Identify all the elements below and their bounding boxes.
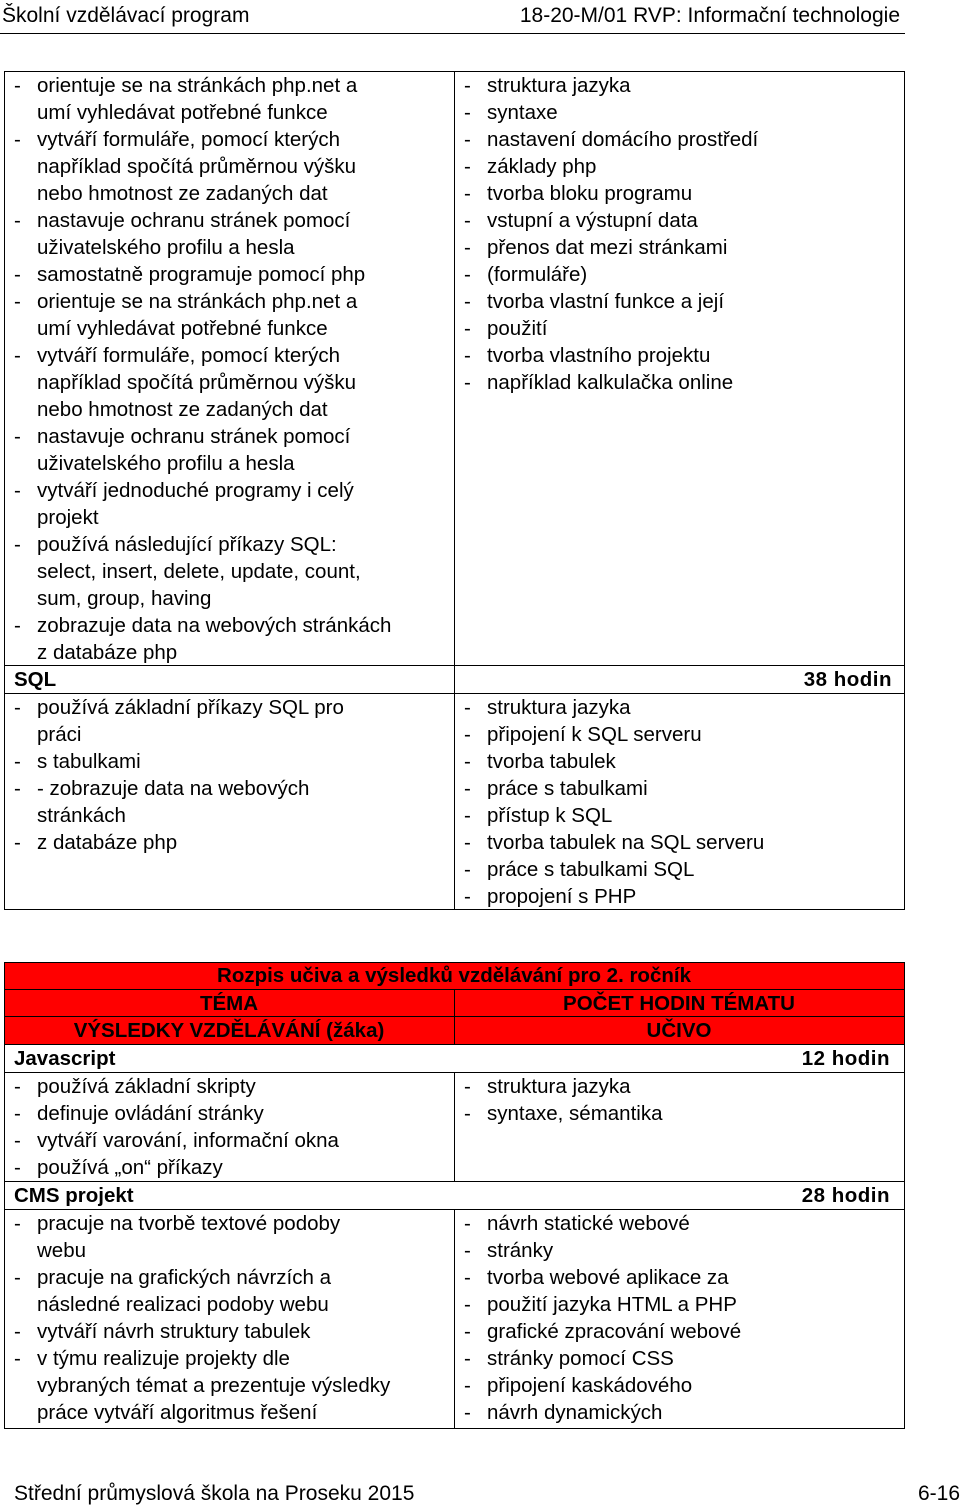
footer-page-number: 6-16 [917, 1482, 960, 1505]
php-result-line [14, 423, 454, 450]
list-dash: - [14, 1102, 21, 1125]
cms-content-line-text: návrh statické webové [487, 1212, 690, 1235]
list-dash: - [464, 1293, 471, 1316]
sql-result-line [14, 748, 454, 775]
javascript-content-line-text: struktura jazyka [487, 1075, 631, 1098]
php-result-line-text: zobrazuje data na webových stránkách [37, 614, 392, 637]
list-dash: - [464, 236, 471, 259]
php-result-line [14, 261, 454, 288]
php-content-line-text: nastavení domácího prostředí [487, 128, 759, 151]
list-dash: - [464, 1075, 471, 1098]
php-result-line [14, 234, 454, 261]
cms-content-line-text: stránky pomocí CSS [487, 1347, 674, 1370]
php-content-line-text: tvorba bloku programu [487, 182, 693, 205]
list-dash: - [14, 1156, 21, 1179]
php-content-line-text: například kalkulačka online [487, 371, 734, 394]
table-1-left-border [4, 71, 5, 910]
php-result-line-text: uživatelského profilu a hesla [37, 452, 295, 475]
list-dash: - [464, 1212, 471, 1235]
cms-content-line-text: stránky [487, 1239, 554, 1262]
php-content-line [464, 261, 904, 288]
sql-result-line [14, 721, 454, 748]
table-1-right-border [904, 71, 905, 910]
php-result-line-text: používá následující příkazy SQL: [37, 533, 337, 556]
cms-content-line [464, 1399, 904, 1426]
php-result-line-text: například spočítá průměrnou výšku [37, 155, 357, 178]
table-2-left-border [4, 962, 5, 1429]
php-result-line-text: umí vyhledávat potřebné funkce [37, 101, 328, 124]
list-dash: - [464, 74, 471, 97]
list-dash: - [464, 1102, 471, 1125]
list-dash: - [14, 1075, 21, 1098]
list-dash: - [464, 128, 471, 151]
sql-result-line-text: práci [37, 723, 82, 746]
php-result-line-text: sum, group, having [37, 587, 212, 610]
list-dash: - [464, 885, 471, 908]
list-dash: - [14, 425, 21, 448]
javascript-content-line [464, 1100, 904, 1127]
sql-content-line-text: přístup k SQL [487, 804, 613, 827]
php-result-line [14, 315, 454, 342]
cms-results-column [14, 1210, 454, 1426]
cms-row-top-border [4, 1181, 905, 1182]
php-content-line [464, 288, 904, 315]
javascript-content-line-text: syntaxe, sémantika [487, 1102, 663, 1125]
sql-content-line [464, 829, 904, 856]
cms-result-line-text: následné realizaci podoby webu [37, 1293, 329, 1316]
cms-content-line [464, 1345, 904, 1372]
php-result-line-text: select, insert, delete, update, count, [37, 560, 361, 583]
php-content-line-text: struktura jazyka [487, 74, 631, 97]
sql-content-line [464, 748, 904, 775]
php-content-line [464, 342, 904, 369]
php-result-line [14, 72, 454, 99]
javascript-result-line-text: definuje ovládání stránky [37, 1102, 264, 1125]
list-dash: - [14, 1347, 21, 1370]
php-result-line-text: umí vyhledávat potřebné funkce [37, 317, 328, 340]
list-dash: - [464, 263, 471, 286]
php-result-line [14, 504, 454, 531]
list-dash: - [464, 344, 471, 367]
php-content-line [464, 234, 904, 261]
cms-result-line [14, 1237, 454, 1264]
javascript-content-line [464, 1073, 904, 1100]
php-result-line [14, 180, 454, 207]
cms-content-line-text: grafické zpracování webové [487, 1320, 742, 1343]
list-dash: - [14, 614, 21, 637]
javascript-row-top-border [4, 1044, 905, 1045]
col-header-content: UČIVO [646, 1019, 712, 1042]
sql-content-line [464, 721, 904, 748]
php-content-line [464, 126, 904, 153]
header-school-program: Školní vzdělávací program [2, 4, 250, 27]
list-dash: - [464, 317, 471, 340]
php-result-line-text: nebo hmotnost ze zadaných dat [37, 398, 328, 421]
cms-result-line [14, 1291, 454, 1318]
php-result-line-text: samostatně programuje pomocí php [37, 263, 366, 286]
php-content-line [464, 180, 904, 207]
cms-content-column [464, 1210, 904, 1426]
sql-content-line [464, 802, 904, 829]
javascript-result-line [14, 1154, 454, 1181]
sql-content-line [464, 883, 904, 910]
cms-result-line [14, 1318, 454, 1345]
cms-result-line-text: práce vytváří algoritmus řešení [37, 1401, 318, 1424]
list-dash: - [14, 209, 21, 232]
list-dash: - [14, 74, 21, 97]
list-dash: - [464, 209, 471, 232]
php-content-line-text: použití [487, 317, 548, 340]
cms-result-line [14, 1399, 454, 1426]
php-result-line [14, 477, 454, 504]
table-1-mid-border [454, 71, 455, 910]
php-result-line [14, 585, 454, 612]
php-content-line-text: přenos dat mezi stránkami [487, 236, 728, 259]
list-dash: - [14, 344, 21, 367]
php-result-line-text: vytváří formuláře, pomocí kterých [37, 344, 341, 367]
sql-result-line [14, 829, 454, 856]
cms-subject-title: CMS projekt [14, 1184, 134, 1207]
php-result-line-text: vytváří formuláře, pomocí kterých [37, 128, 341, 151]
list-dash: - [464, 1239, 471, 1262]
php-result-line [14, 396, 454, 423]
list-dash: - [464, 831, 471, 854]
list-dash: - [464, 777, 471, 800]
javascript-hours: 12 hodin [801, 1047, 890, 1070]
php-result-line-text: nastavuje ochranu stránek pomocí [37, 425, 351, 448]
list-dash: - [14, 1266, 21, 1289]
list-dash: - [14, 290, 21, 313]
sql-content-line-text: práce s tabulkami [487, 777, 648, 800]
list-dash: - [14, 831, 21, 854]
list-dash: - [464, 371, 471, 394]
sql-result-line-text: z databáze php [37, 831, 178, 854]
sql-content-line [464, 856, 904, 883]
sql-result-line-text: používá základní příkazy SQL pro [37, 696, 344, 719]
list-dash: - [464, 101, 471, 124]
php-result-line-text: orientuje se na stránkách php.net a [37, 290, 358, 313]
javascript-result-line [14, 1073, 454, 1100]
cms-result-line-text: vybraných témat a prezentuje výsledky [37, 1374, 391, 1397]
sql-result-line [14, 775, 454, 802]
cms-content-line-text: tvorba webové aplikace za [487, 1266, 729, 1289]
cms-mid-border [454, 1209, 455, 1429]
php-content-line-text: syntaxe [487, 101, 558, 124]
list-dash: - [464, 290, 471, 313]
php-result-line [14, 288, 454, 315]
sql-result-line [14, 802, 454, 829]
sql-content-column [464, 694, 904, 910]
header-rule [0, 33, 905, 34]
col-header-topic: TÉMA [199, 992, 259, 1015]
cms-content-line-text: použití jazyka HTML a PHP [487, 1293, 737, 1316]
javascript-result-line [14, 1127, 454, 1154]
list-dash: - [14, 1212, 21, 1235]
php-result-line [14, 612, 454, 639]
php-content-line-text: vstupní a výstupní data [487, 209, 698, 232]
list-dash: - [14, 479, 21, 502]
list-dash: - [464, 1347, 471, 1370]
sql-result-line-text: s tabulkami [37, 750, 141, 773]
sql-results-column [14, 694, 454, 856]
list-dash: - [464, 1374, 471, 1397]
javascript-mid-border [454, 1072, 455, 1181]
sql-result-line-text: stránkách [37, 804, 126, 827]
php-result-line-text: nebo hmotnost ze zadaných dat [37, 182, 328, 205]
cms-content-line [464, 1318, 904, 1345]
list-dash: - [14, 128, 21, 151]
php-content-line [464, 369, 904, 396]
col-header-hours: POČET HODIN TÉMATU [563, 992, 795, 1015]
sql-content-line [464, 775, 904, 802]
php-result-line-text: vytváří jednoduché programy i celý [37, 479, 354, 502]
php-result-line-text: orientuje se na stránkách php.net a [37, 74, 358, 97]
list-dash: - [14, 533, 21, 556]
footer-school-name: Střední průmyslová škola na Proseku 2015 [14, 1482, 415, 1505]
php-result-line [14, 342, 454, 369]
php-content-line [464, 72, 904, 99]
php-result-line-text: z databáze php [37, 641, 178, 664]
table-2-top-border [4, 962, 905, 963]
list-dash: - [464, 1401, 471, 1424]
list-dash: - [14, 1129, 21, 1152]
table-2-header-border [4, 1016, 905, 1017]
list-dash: - [464, 804, 471, 827]
sql-content-line-text: propojení s PHP [487, 885, 637, 908]
javascript-result-line-text: používá základní skripty [37, 1075, 256, 1098]
cms-result-line [14, 1372, 454, 1399]
list-dash: - [14, 263, 21, 286]
sql-content-line [464, 694, 904, 721]
cms-content-line-text: připojení kaskádového [487, 1374, 693, 1397]
php-result-line [14, 639, 454, 666]
cms-result-line-text: vytváří návrh struktury tabulek [37, 1320, 311, 1343]
col-header-results: VÝSLEDKY VZDĚLÁVÁNÍ (žáka) [73, 1019, 385, 1042]
list-dash: - [464, 1320, 471, 1343]
php-content-line-text: tvorba vlastní funkce a její [487, 290, 725, 313]
sql-content-line-text: práce s tabulkami SQL [487, 858, 695, 881]
sql-content-line-text: struktura jazyka [487, 696, 631, 719]
php-result-line [14, 126, 454, 153]
php-result-line [14, 558, 454, 585]
javascript-subject-title: Javascript [14, 1047, 116, 1070]
php-content-line [464, 315, 904, 342]
cms-result-line-text: webu [37, 1239, 87, 1262]
cms-content-line [464, 1372, 904, 1399]
php-result-line-text: například spočítá průměrnou výšku [37, 371, 357, 394]
table-2-right-border [904, 962, 905, 1429]
javascript-result-line [14, 1100, 454, 1127]
list-dash: - [14, 750, 21, 773]
list-dash: - [464, 750, 471, 773]
cms-content-line [464, 1264, 904, 1291]
table-2-header-mid-border [454, 989, 455, 1045]
list-dash: - [464, 155, 471, 178]
cms-content-line [464, 1291, 904, 1318]
list-dash: - [14, 696, 21, 719]
list-dash: - [464, 1266, 471, 1289]
cms-result-line-text: v týmu realizuje projekty dle [37, 1347, 290, 1370]
cms-result-line [14, 1210, 454, 1237]
sql-result-line [14, 694, 454, 721]
php-content-line [464, 99, 904, 126]
cms-result-line [14, 1264, 454, 1291]
php-result-line-text: nastavuje ochranu stránek pomocí [37, 209, 351, 232]
cms-hours: 28 hodin [801, 1184, 890, 1207]
sql-content-line-text: tvorba tabulek [487, 750, 616, 773]
php-content-line-text: (formuláře) [487, 263, 588, 286]
list-dash: - [464, 858, 471, 881]
cms-content-line [464, 1210, 904, 1237]
sql-content-line-text: tvorba tabulek na SQL serveru [487, 831, 765, 854]
list-dash: - [14, 777, 21, 800]
list-dash: - [464, 696, 471, 719]
php-content-line [464, 207, 904, 234]
cms-result-line [14, 1345, 454, 1372]
javascript-content-column [464, 1073, 904, 1127]
php-result-line [14, 450, 454, 477]
table-2-bottom-border [4, 1428, 905, 1429]
cms-content-line [464, 1237, 904, 1264]
list-dash: - [464, 182, 471, 205]
php-content-line-text: základy php [487, 155, 597, 178]
php-result-line [14, 369, 454, 396]
php-result-line-text: projekt [37, 506, 99, 529]
php-result-line [14, 99, 454, 126]
list-dash: - [464, 723, 471, 746]
sql-hours: 38 hodin [803, 668, 892, 691]
php-content-line [464, 153, 904, 180]
javascript-results-column [14, 1073, 454, 1181]
php-result-line [14, 207, 454, 234]
cms-content-line-text: návrh dynamických [487, 1401, 663, 1424]
sql-subject-title: SQL [14, 668, 57, 691]
cms-result-line-text: pracuje na tvorbě textové podoby [37, 1212, 341, 1235]
php-content-line-text: tvorba vlastního projektu [487, 344, 711, 367]
php-result-line-text: uživatelského profilu a hesla [37, 236, 295, 259]
javascript-result-line-text: vytváří varování, informační okna [37, 1129, 339, 1152]
list-dash: - [14, 1320, 21, 1343]
php-content-column [464, 72, 904, 396]
javascript-result-line-text: používá „on“ příkazy [37, 1156, 223, 1179]
table-2-title: Rozpis učiva a výsledků vzdělávání pro 2. ročník [217, 964, 691, 987]
php-result-line [14, 531, 454, 558]
php-result-line [14, 153, 454, 180]
header-rvp-code: 18-20-M/01 RVP: Informační technologie [519, 4, 900, 27]
php-results-column [14, 72, 454, 666]
sql-content-line-text: připojení k SQL serveru [487, 723, 702, 746]
sql-result-line-text: - zobrazuje data na webových [37, 777, 310, 800]
cms-result-line-text: pracuje na grafických návrzích a [37, 1266, 331, 1289]
